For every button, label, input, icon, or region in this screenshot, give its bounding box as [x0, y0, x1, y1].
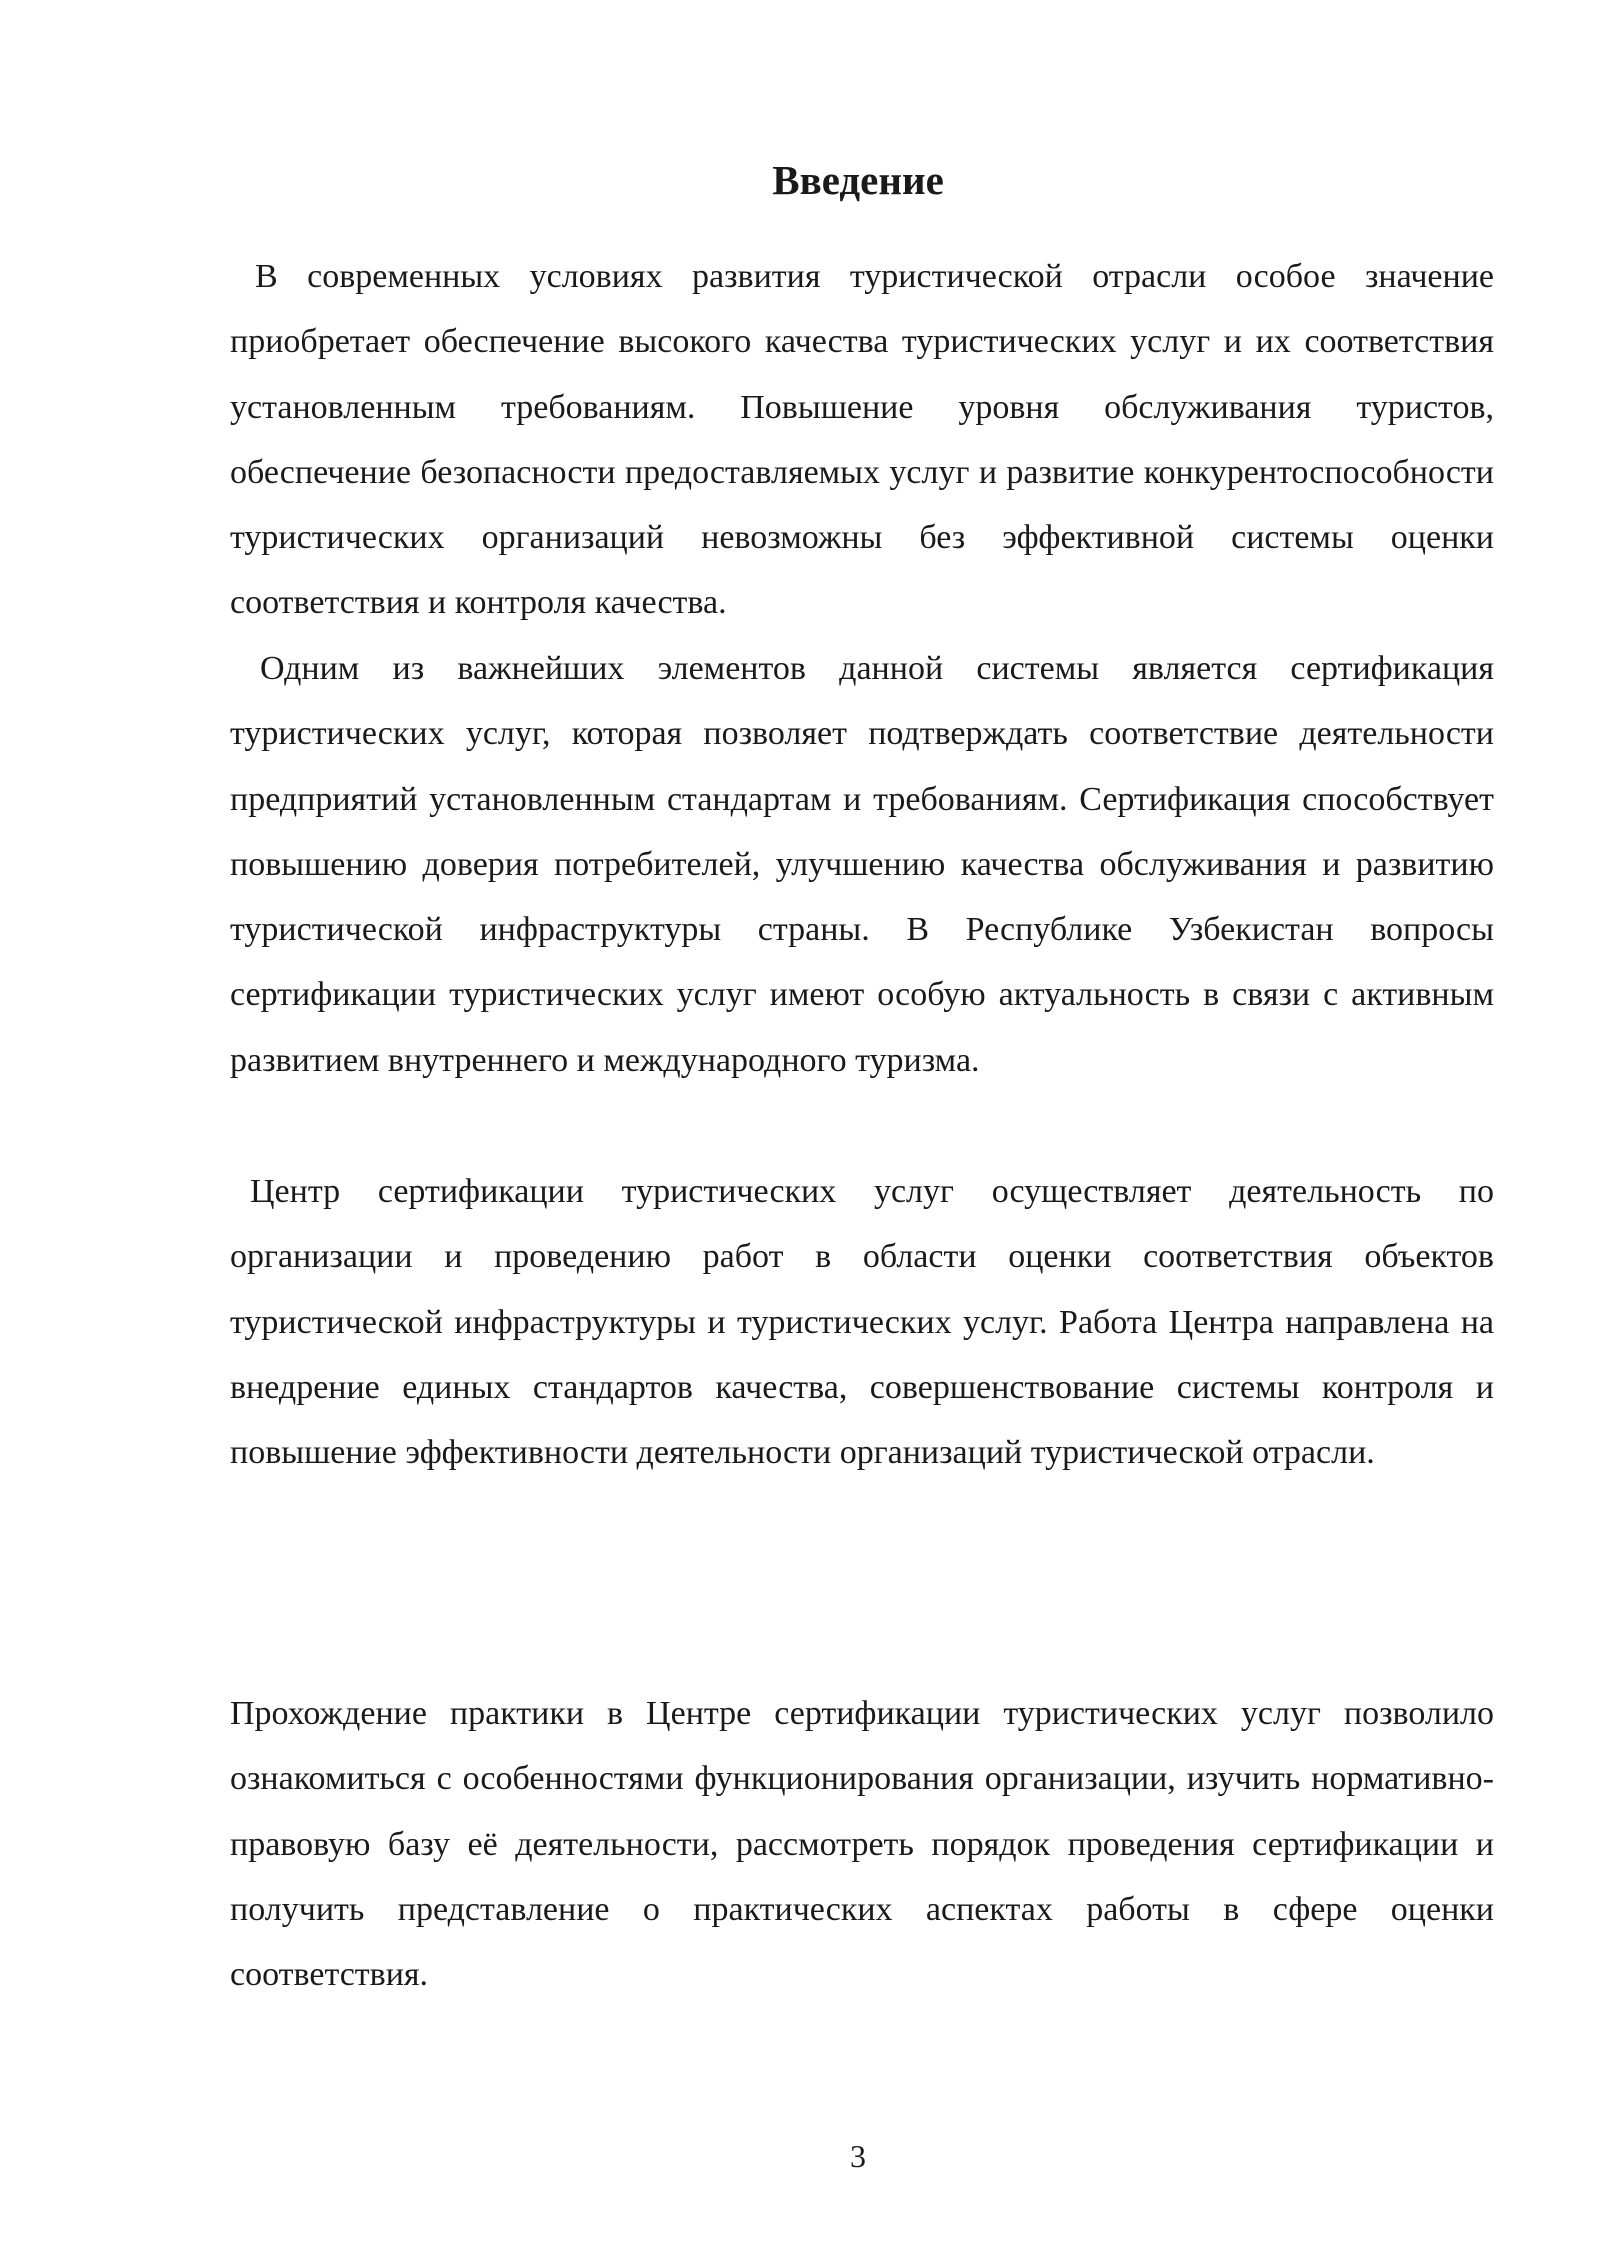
paragraph-intro: В современных условиях развития туристической отрасли особое значение приобретает обеспечение высокого качества туристических услуг и их соответствия установленным требованиям. Повышение уровня обслуживания туристов, обеспечение безопасности предоставляемых услуг и развитие конкурентоспособности туристических организаций невозможны без эффективной системы оценки соответствия и контроля качества. [230, 258, 1494, 622]
paragraph-center: Центр сертификации туристических услуг осуществляет деятельность по организации и проведению работ в области оценки соответствия объектов туристической инфраструктуры и туристических услуг. Работа Центра направлена на внедрение единых стандартов качества, совершенствование системы контроля и повышение эффективности деятельности организаций туристической отрасли. [230, 1173, 1494, 1472]
page-number: 3 [850, 2138, 866, 2174]
paragraph-certification: Одним из важнейших элементов данной системы является сертификация туристических услуг, которая позволяет подтверждать соответствие деятельности предприятий установленным стандартам и требованиям. Сертификация способствует повышению доверия потребителей, улучшению качества обслуживания и развитию туристической инфраструктуры страны. В Республике Узбекистан вопросы сертификации туристических услуг имеют особую актуальность в связи с активным развитием внутреннего и международного туризма. [230, 650, 1494, 1079]
page-title: Введение [772, 157, 944, 203]
paragraph-practice: Прохождение практики в Центре сертификации туристических услуг позволило ознакомиться с особенностями функционирования организации, изучить нормативно-правовую базу её деятельности, рассмотреть порядок проведения сертификации и получить представление о практических аспектах работы в сфере оценки соответствия. [230, 1695, 1494, 1994]
